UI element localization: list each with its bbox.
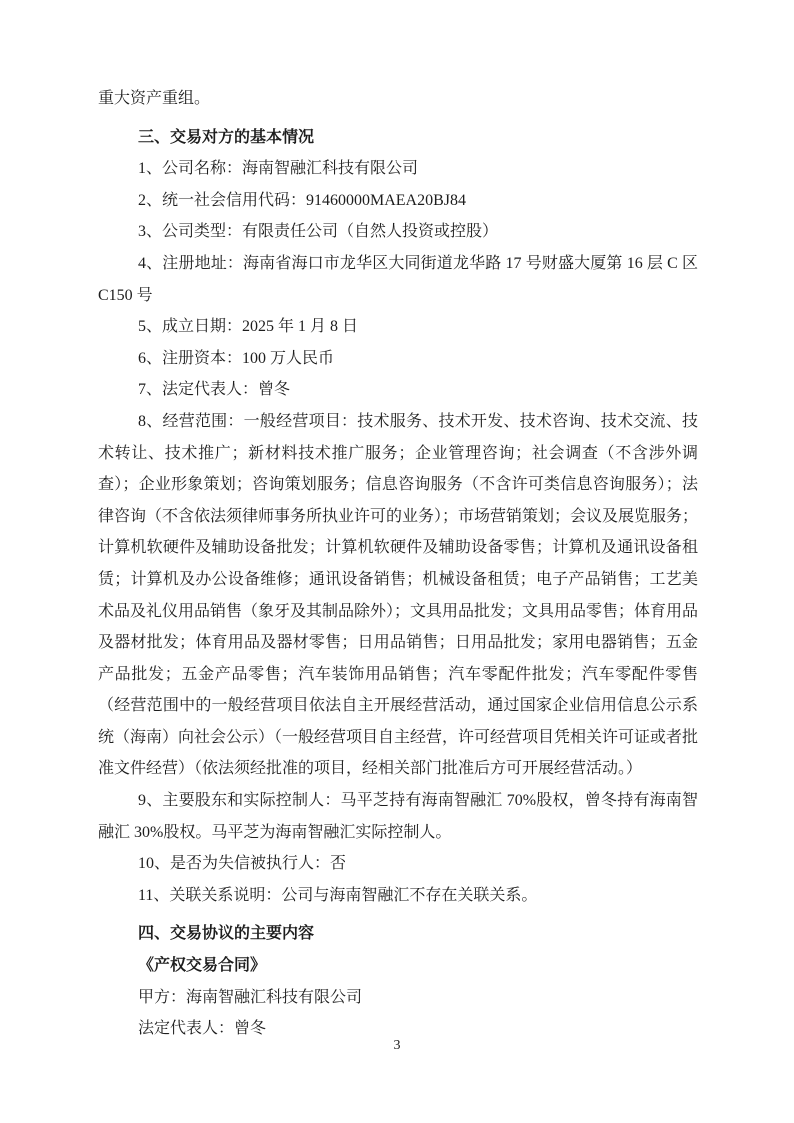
item-company-type: 3、公司类型：有限责任公司（自然人投资或控股）: [138, 223, 499, 241]
page-number: 3: [393, 1038, 401, 1053]
item-major-shareholders: 9、主要股东和实际控制人：马平芝持有海南智融汇 70%股权，曾冬持有海南智融汇 30%股权。马平芝为海南智融汇实际控制人。: [98, 792, 698, 841]
section-three-heading: 三、交易对方的基本情况: [138, 128, 315, 146]
item-related-relationship: 11、关联关系说明：公司与海南智融汇不存在关联关系。: [138, 886, 538, 904]
item-legal-representative: 7、法定代表人：曾冬: [138, 381, 291, 399]
paragraph-continuation: 重大资产重组。: [98, 90, 211, 107]
item-registered-capital: 6、注册资本：100 万人民币: [138, 349, 335, 367]
document-body: [98, 83, 698, 1045]
item-registered-address: 4、注册地址：海南省海口市龙华区大同街道龙华路 17 号财盛大厦第 16 层 C 区 C150 号: [98, 254, 698, 304]
legal-representative-line: 法定代表人：曾冬: [138, 1020, 267, 1038]
item-company-name: 1、公司名称：海南智融汇科技有限公司: [138, 160, 419, 178]
item-establishment-date: 5、成立日期：2025 年 1 月 8 日: [138, 318, 359, 336]
item-credit-code: 2、统一社会信用代码：91460000MAEA20BJ84: [138, 191, 467, 209]
party-a-line: 甲方：海南智融汇科技有限公司: [138, 988, 363, 1006]
agreement-title: 《产权交易合同》: [138, 957, 267, 975]
item-dishonest-executee: 10、是否为失信被执行人：否: [138, 855, 347, 873]
section-four-heading: 四、交易协议的主要内容: [138, 925, 315, 943]
item-business-scope: 8、经营范围：一般经营项目：技术服务、技术开发、技术咨询、技术交流、技术转让、技术推广；新材料技术推广服务；企业管理咨询；社会调查（不含涉外调查）；企业形象策划；咨询策划服务；信息咨询服务（不含许可类信息咨询服务）；法律咨询（不含依法须律师事务所执业许可的业务）；市场营销策划；会议及展览服务；计算机软硬件及辅助设备批发；计算机软硬件及辅助设备零售；计算机及通讯设备租赁；计算机及办公设备维修；通讯设备销售；机械设备租赁；电子产品销售；工艺美术品及礼仪用品销售（象牙及其制品除外）；文具用品批发；文具用品零售；体育用品及器材批发；体育用品及器材零售；日用品销售；日用品批发；家用电器销售；五金产品批发；五金产品零售；汽车装饰用品销售；汽车零配件批发；汽车零配件零售（经营范围中的一般经营项目依法自主开展经营活动，通过国家企业信用信息公示系统（海南）向社会公示）（一般经营项目自主经营，许可经营项目凭相关许可证或者批准文件经营）（依法须经批准的项目，经相关部门批准后方可开展经营活动。）: [98, 412, 699, 778]
